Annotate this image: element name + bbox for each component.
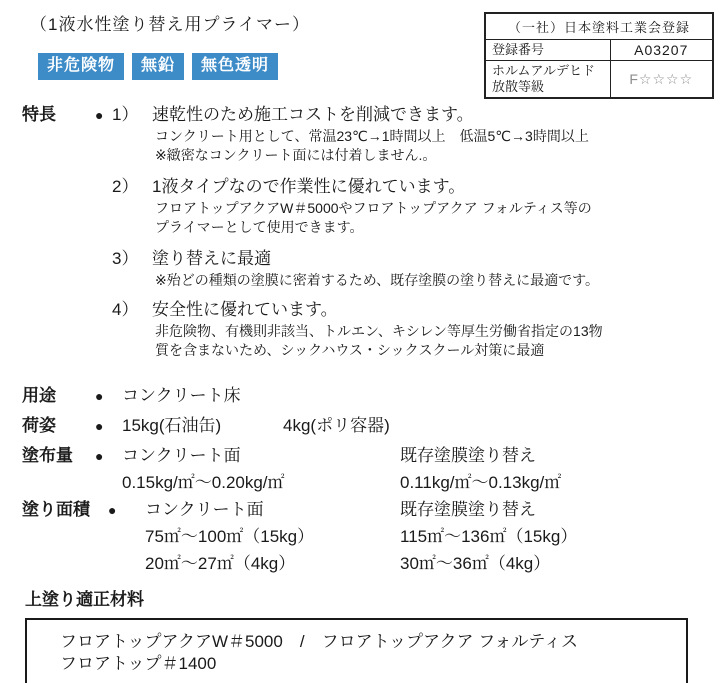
page-title: （1液水性塗り替え用プライマー）: [30, 15, 310, 34]
feature-note: 質を含まないため、シックハウス・シックスクール対策に最適: [155, 342, 545, 358]
badge-row: [38, 53, 278, 80]
feature-item-1: [112, 103, 720, 165]
area-values: [125, 498, 720, 579]
area-col2-line2: 30㎡～36㎡（4kg）: [400, 554, 551, 573]
registration-number-value: A03207: [610, 40, 713, 61]
features-list: [112, 103, 720, 370]
feature-title: [112, 298, 720, 322]
feature-note: 非危険物、有機則非該当、トルエン、キシレン等厚生労働省指定の13物: [155, 323, 603, 339]
area-headers: [125, 498, 720, 521]
coverage-col2-header: 既存塗膜塗り替え: [400, 446, 536, 465]
coverage-col2-value: 0.11kg/㎡～0.13kg/㎡: [400, 473, 562, 492]
topcoat-line-2: フロアトップ＃1400: [60, 654, 217, 673]
feature-title-text: 塗り替えに最適: [152, 249, 271, 268]
table-row: [485, 13, 713, 40]
area-col2-header: 既存塗膜塗り替え: [400, 500, 536, 519]
feature-item-3: [112, 247, 720, 290]
bullet-icon: ●: [95, 388, 104, 404]
packaging-values: [112, 414, 720, 438]
registration-table: [484, 12, 714, 99]
bullet-icon: ●: [95, 448, 104, 464]
registration-number-label: 登録番号: [485, 40, 610, 61]
bullet-icon: ●: [95, 418, 104, 434]
feature-title-text: 安全性に優れています。: [152, 300, 338, 319]
formaldehyde-grade-value: F☆☆☆☆: [610, 61, 713, 99]
section-features: [0, 103, 720, 370]
badge-colorless: 無色透明: [192, 53, 278, 80]
coverage-headers: [112, 444, 720, 467]
area-col1-line2: 20㎡～27㎡（4kg）: [145, 554, 296, 573]
area-line1: [125, 525, 720, 548]
bullet-icon: ●: [95, 107, 104, 123]
table-row: [485, 40, 713, 61]
feature-item-4: [112, 298, 720, 360]
area-label: 塗り面積: [22, 500, 90, 519]
usage-label: 用途: [22, 386, 56, 405]
section-packaging: [0, 414, 720, 438]
topcoat-line-1: フロアトップアクアW＃5000 / フロアトップアクア フォルティス: [60, 632, 579, 651]
feature-note: コンクリート用として、常温23℃→1時間以上 低温5℃→3時間以上: [155, 128, 589, 144]
topcoat-section-label: 上塗り適正材料: [25, 590, 144, 609]
feature-number: 3）: [112, 249, 139, 268]
feature-number: 4）: [112, 300, 139, 319]
formaldehyde-grade-label: ホルムアルデヒド放散等級: [485, 61, 610, 99]
feature-number: 2）: [112, 177, 139, 196]
bullet-icon: ●: [108, 502, 117, 518]
section-area: [0, 498, 720, 579]
coverage-amounts: [112, 471, 720, 494]
usage-value-text: コンクリート床: [122, 386, 241, 405]
feature-number: 1）: [112, 105, 139, 124]
packaging-value-1: 15kg(石油缶): [122, 416, 222, 435]
section-usage: [0, 384, 720, 408]
section-coverage: [0, 444, 720, 498]
area-col2-line1: 115㎡～136㎡（15kg）: [400, 527, 578, 546]
coverage-col1-value: 0.15kg/㎡～0.20kg/㎡: [122, 473, 285, 492]
topcoat-materials-box: [25, 618, 688, 683]
badge-lead-free: 無鉛: [132, 53, 184, 80]
badge-non-hazardous: 非危険物: [38, 53, 124, 80]
feature-note: ※殆どの種類の塗膜に密着するため、既存塗膜の塗り替えに最適です。: [155, 272, 600, 288]
feature-note: フロアトップアクアW＃5000やフロアトップアクア フォルティス等の: [155, 200, 592, 216]
usage-value: [112, 384, 720, 408]
main-content: [0, 103, 720, 683]
registration-table-header: （一社）日本塗料工業会登録: [485, 13, 713, 40]
feature-title: [112, 103, 720, 127]
feature-item-2: [112, 175, 720, 237]
packaging-label: 荷姿: [22, 416, 56, 435]
feature-title: [112, 247, 720, 271]
area-col1-header: コンクリート面: [145, 500, 264, 519]
feature-note: プライマーとして使用できます。: [155, 219, 364, 235]
features-label: 特長: [22, 105, 56, 124]
table-row: [485, 61, 713, 99]
feature-note: ※緻密なコンクリート面には付着しません.。: [155, 147, 437, 163]
coverage-col1-header: コンクリート面: [122, 446, 241, 465]
feature-title-text: 1液タイプなので作業性に優れています。: [152, 177, 466, 196]
feature-title-text: 速乾性のため施工コストを削減できます。: [152, 105, 474, 124]
area-col1-line1: 75㎡～100㎡（15kg）: [145, 527, 315, 546]
coverage-values: [112, 444, 720, 498]
coverage-label: 塗布量: [22, 446, 73, 465]
area-line2: [125, 552, 720, 575]
feature-title: [112, 175, 720, 199]
packaging-value-2: 4kg(ポリ容器): [283, 416, 390, 435]
